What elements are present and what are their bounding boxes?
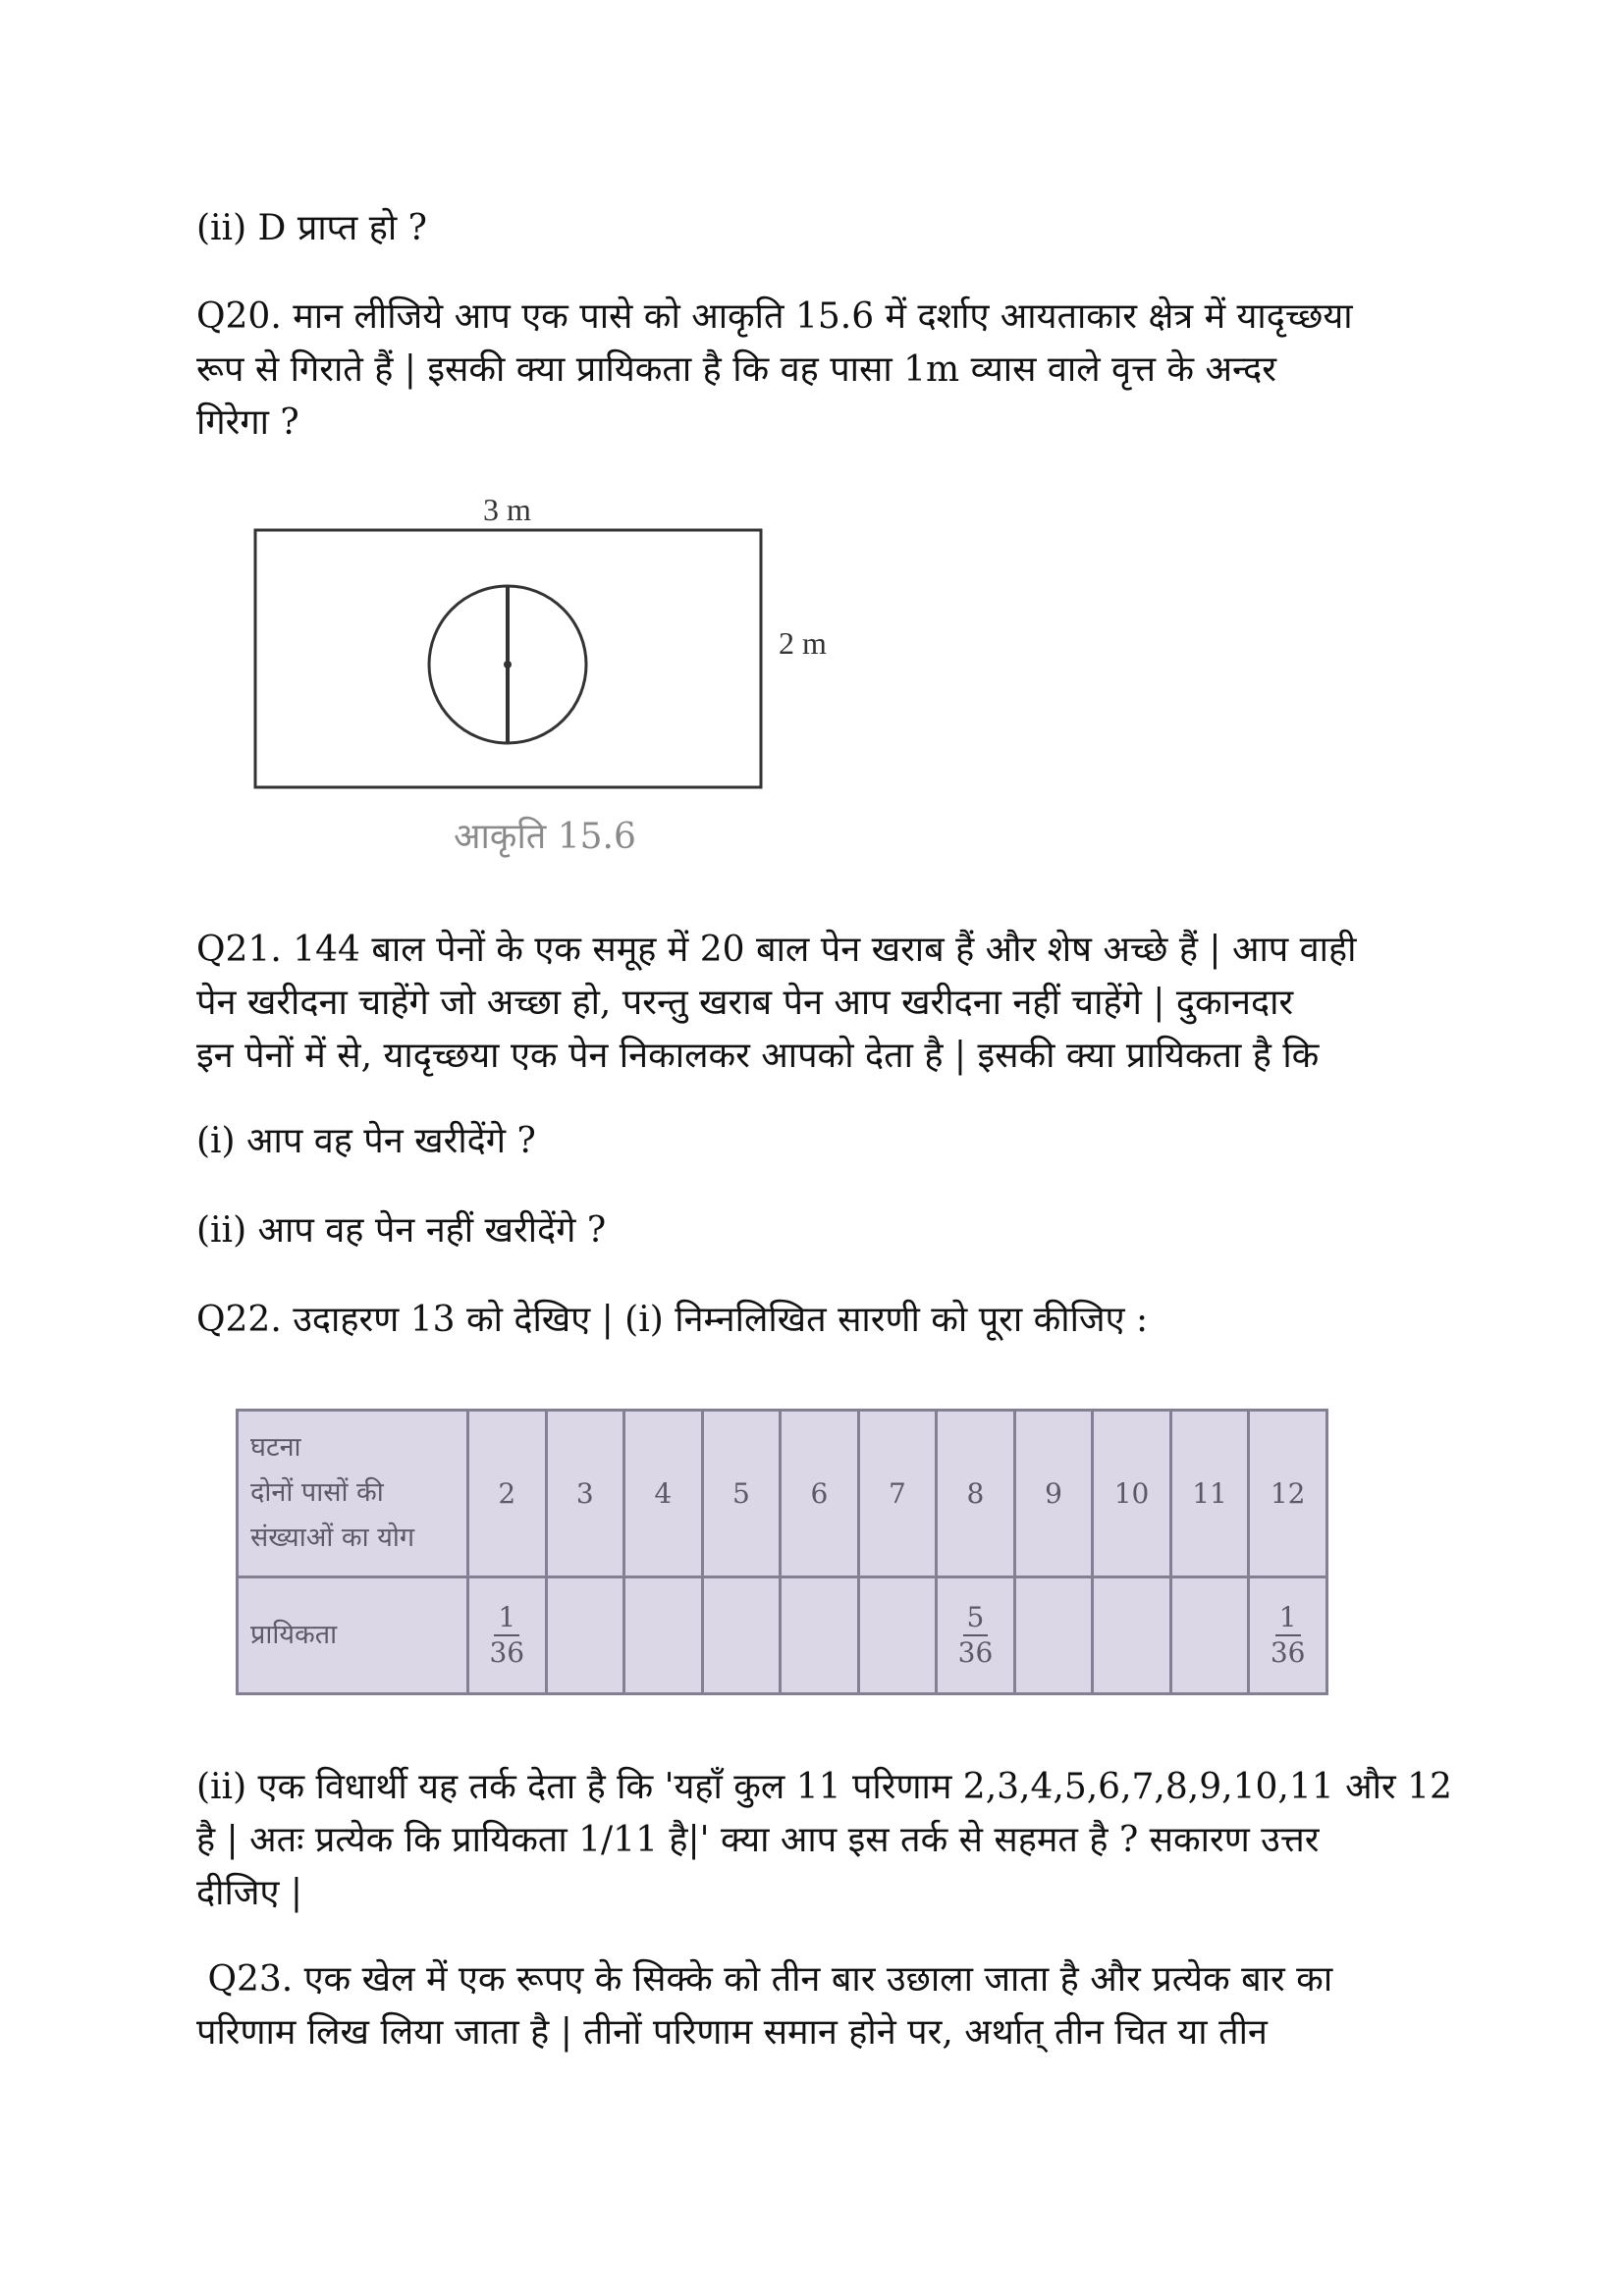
q20-line: Q20. मान लीजिये आप एक पासे को आकृति 15.6 में दर्शाए आयताकार क्षेत्र में यादृच्छया [196,296,1353,337]
sum-cell: 8 [937,1411,1015,1577]
fraction-denominator: 36 [489,1635,525,1669]
probability-cell [624,1576,703,1693]
probability-cell [546,1576,624,1693]
probability-cell [781,1576,859,1693]
figure-caption: आकृति 15.6 [454,817,636,857]
sum-cell: 4 [624,1411,703,1577]
fraction [958,1601,994,1670]
height-label: 2 m [779,625,827,661]
fraction-numerator: 5 [963,1601,989,1636]
probability-cell [1249,1576,1327,1693]
table-row-sums [238,1411,1327,1577]
event-header-line: घटना [250,1432,301,1464]
sum-cell: 10 [1093,1411,1171,1577]
sum-cell: 6 [781,1411,859,1577]
q22-part-ii-line: दीजिए | [196,1873,302,1913]
q21-line: पेन खरीदना चाहेंगे जो अच्छा हो, परन्तु खराब पेन आप खरीदना नहीं चाहेंगे | दुकानदार [196,983,1294,1023]
q21-part-i: (i) आप वह पेन खरीदेंगे ? [196,1121,536,1161]
event-header-line: संख्याओं का योग [250,1522,415,1554]
q22-part-ii-line: (ii) एक विधार्थी यह तर्क देता है कि 'यहाँ कुल 11 परिणाम 2,3,4,5,6,7,8,9,10,11 और 12 [196,1767,1452,1807]
q22-part-ii-line: है | अतः प्रत्येक कि प्रायिकता 1/11 है|' क्या आप इस तर्क से सहमत है ? सकारण उत्तर [196,1820,1320,1860]
fraction [489,1601,524,1670]
sum-cell: 9 [1014,1411,1093,1577]
probability-cell [937,1576,1015,1693]
q21-part-ii: (ii) आप वह पेन नहीं खरीदेंगे ? [196,1210,607,1251]
q21-line: इन पेनों में से, यादृच्छया एक पेन निकालकर आपको देता है | इसकी क्या प्रायिकता है कि [196,1036,1320,1076]
probability-cell [1014,1576,1093,1693]
sum-cell: 3 [546,1411,624,1577]
circle-center [504,661,512,668]
probability-table [236,1409,1328,1695]
sum-cell: 2 [468,1411,547,1577]
q23-line: Q23. एक खेल में एक रूपए के सिक्के को तीन बार उछाला जाता है और प्रत्येक बार का [196,1959,1333,2000]
probability-cell [1170,1576,1249,1693]
fraction-numerator: 1 [1275,1601,1301,1636]
figure-15-6 [250,491,879,809]
rectangle-circle-diagram [250,491,879,805]
event-header-line: दोनों पासों की [250,1477,384,1509]
probability-cell [468,1576,547,1693]
probability-header-cell: प्रायिकता [238,1576,468,1693]
q22-line: Q22. उदाहरण 13 को देखिए | (i) निम्नलिखित सारणी को पूरा कीजिए : [196,1300,1149,1340]
q20-line: गिरेगा ? [196,402,299,443]
fraction-numerator: 1 [494,1601,519,1636]
probability-cell [702,1576,781,1693]
fraction [1271,1601,1306,1670]
event-header-cell [238,1411,468,1577]
sum-cell: 5 [702,1411,781,1577]
probability-cell [858,1576,937,1693]
width-label: 3 m [483,492,531,527]
fraction-denominator: 36 [957,1635,994,1669]
sum-cell: 7 [858,1411,937,1577]
q20-line: रूप से गिराते हैं | इसकी क्या प्रायिकता है कि वह पासा 1m व्यास वाले वृत्त के अन्दर [196,349,1276,390]
q21-line: Q21. 144 बाल पेनों के एक समूह में 20 बाल पेन खराब हैं और शेष अच्छे हैं | आप वाही [196,930,1357,970]
sum-cell: 12 [1249,1411,1327,1577]
sum-cell: 11 [1170,1411,1249,1577]
q23-line: परिणाम लिख लिया जाता है | तीनों परिणाम समान होने पर, अर्थात् तीन चित या तीन [196,2012,1268,2053]
text-line: (ii) D प्राप्त हो ? [196,208,427,248]
fraction-denominator: 36 [1270,1635,1306,1669]
table-row-probabilities [238,1576,1327,1693]
probability-cell [1093,1576,1171,1693]
